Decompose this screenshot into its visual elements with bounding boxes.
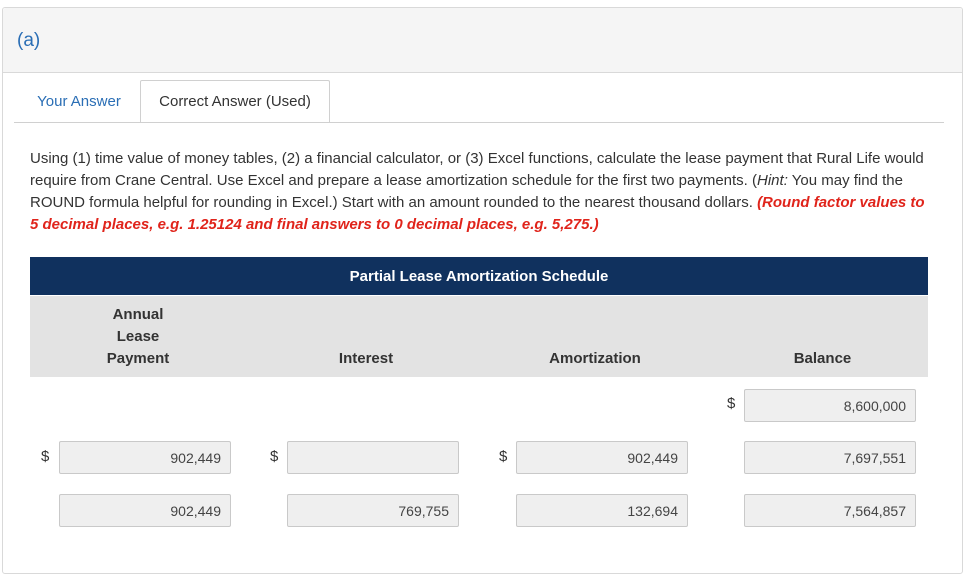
schedule-title: Partial Lease Amortization Schedule [30, 257, 928, 295]
tabs-divider [14, 122, 944, 123]
payment-input[interactable]: 902,449 [59, 494, 231, 527]
interest-input[interactable]: 769,755 [287, 494, 459, 527]
question-text [30, 148, 930, 236]
balance-input[interactable]: 8,600,000 [744, 389, 916, 422]
question-text-part2: You may find the ROUND formula helpful for rounding in Excel.) Start with an amount rounded to the nearest thousand dollars. [30, 172, 903, 211]
col-header-balance: Balance [793, 350, 852, 367]
balance-input[interactable]: 7,564,857 [744, 494, 916, 527]
col-header-amortization: Amortization [549, 350, 641, 367]
dollar-sign: $ [41, 448, 50, 465]
part-label: (a) [17, 30, 41, 51]
dollar-sign: $ [727, 395, 736, 412]
panel-header [3, 8, 962, 73]
rounding-note: (Round factor values to 5 decimal places, e.g. 1.25124 and final answers to 0 decimal places, e.g. 5,275.) [30, 194, 925, 233]
interest-input[interactable] [287, 441, 459, 474]
col-header-annual-line3: Payment [106, 350, 170, 367]
col-header-annual-line1: Annual [112, 306, 164, 323]
question-text-part1: Using (1) time value of money tables, (2) a financial calculator, or (3) Excel functions, calculate the lease payment that Rural Life would require from Crane Central. Use Excel and prepare a lease amortization schedule for the first two payments. ( [30, 150, 924, 189]
dollar-sign: $ [270, 448, 279, 465]
schedule-header-row [30, 296, 928, 377]
dollar-sign: $ [499, 448, 508, 465]
amortization-input[interactable]: 902,449 [516, 441, 688, 474]
payment-input[interactable]: 902,449 [59, 441, 231, 474]
hint-label: Hint: [757, 172, 788, 189]
tab-correct-answer[interactable]: Correct Answer (Used) [140, 80, 330, 123]
balance-input[interactable]: 7,697,551 [744, 441, 916, 474]
amortization-input[interactable]: 132,694 [516, 494, 688, 527]
col-header-interest: Interest [338, 350, 394, 367]
col-header-annual-lease-payment [90, 304, 186, 370]
col-header-annual-line2: Lease [116, 328, 160, 345]
tab-your-answer[interactable]: Your Answer [37, 92, 121, 110]
